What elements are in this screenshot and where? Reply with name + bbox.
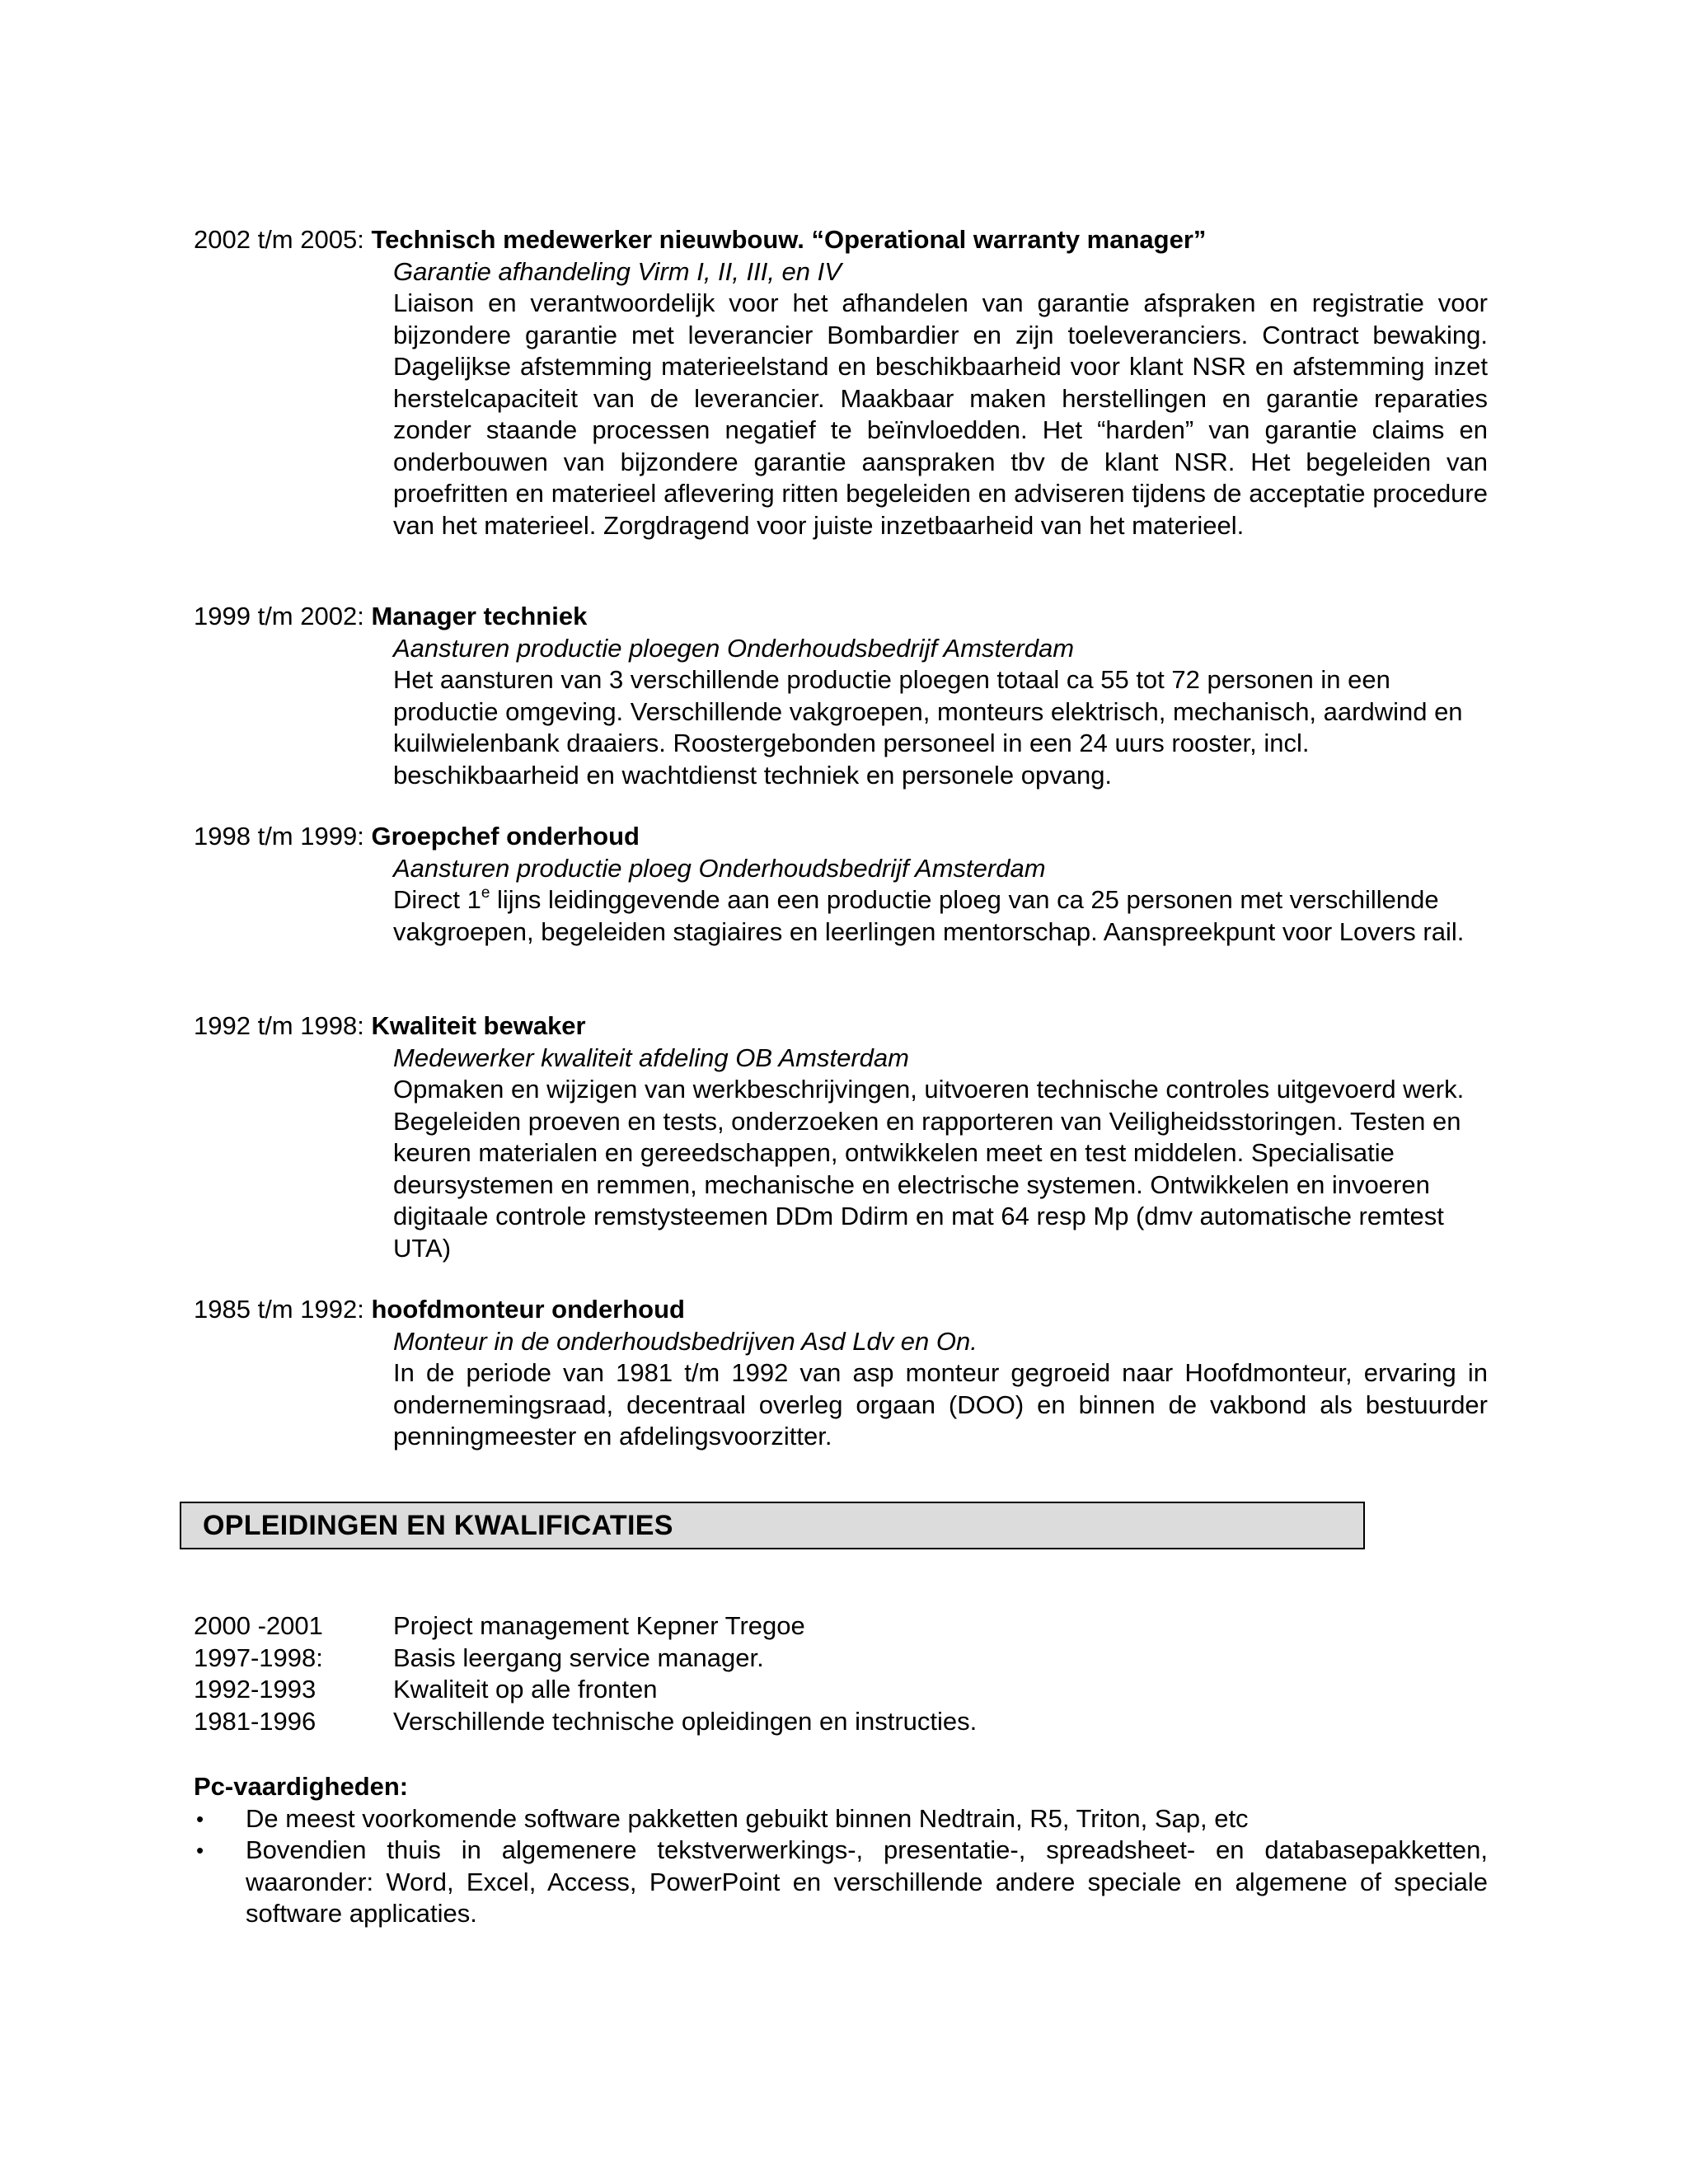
entry-heading <box>194 224 1488 256</box>
entry-period: 1992 t/m 1998: <box>194 1011 364 1040</box>
entry-description: Liaison en verantwoordelijk voor het afhandelen van garantie afspraken en registratie voor bijzondere garantie met leverancier Bombardier en zijn toeleveranciers. Contract bewaking. Dagelijkse afstemming materieelstand en beschikbaarheid voor klant NSR en afstemming inzet herstelcapaciteit van de leverancier. Maakbaar maken herstellingen en garantie reparaties zonder staande processen negatief te beïnvloedden. Het “harden” van garantie claims en onderbouwen van bijzondere garantie aanspraken tbv de klant NSR. Het begeleiden van proefritten en materieel aflevering ritten begeleiden en adviseren tijdens de acceptatie procedure van het materieel. Zorgdragend voor juiste inzetbaarheid van het materieel. <box>393 288 1488 540</box>
education-course: Project management Kepner Tregoe <box>393 1611 805 1640</box>
education-list <box>194 1610 1348 1737</box>
entry-heading <box>194 821 1488 853</box>
experience-entry-1999-2002 <box>194 601 1488 791</box>
entry-subtitle: Aansturen productie ploegen Onderhoudsbedrijf Amsterdam <box>393 633 1075 663</box>
education-course: Verschillende technische opleidingen en instructies. <box>393 1706 978 1736</box>
entry-description: Direct 1e lijns leidinggevende aan een productie ploeg van ca 25 personen met verschillende vakgroepen, begeleiden stagiaires en leerlingen mentorschap. Aanspreekpunt voor Lovers rail. <box>393 883 1465 946</box>
education-years: 1992-1993 <box>194 1675 316 1704</box>
education-years: 1997-1998: <box>194 1643 323 1672</box>
entry-role: Groepchef onderhoud <box>371 822 640 851</box>
entry-period: 1998 t/m 1999: <box>194 822 364 851</box>
entry-description: In de periode van 1981 t/m 1992 van asp monteur gegroeid naar Hoofdmonteur, ervaring in ondernemingsraad, decentraal overleg orgaan (DOO) en binnen de vakbond als bestuurder penningmeester en afdelingsvoorzitter. <box>393 1358 1488 1451</box>
pc-skills <box>194 1771 1488 1930</box>
education-course: Basis leergang service manager. <box>393 1643 764 1672</box>
entry-role: Kwaliteit bewaker <box>371 1011 586 1040</box>
entry-description: Opmaken en wijzigen van werkbeschrijvingen, uitvoeren technische controles uitgevoerd werk. Begeleiden proeven en tests, onderzoeken en rapporteren van Veiligheidsstoringen. Testen en keuren materialen en gereedschappen, ontwikkelen meet en test middelen. Specialisatie deursystemen en remmen, mechanische en electrische systemen. Ontwikkelen en invoeren digitaale controle remstysteemen DDm Ddirm en mat 64 resp Mp (dmv automatische remtest UTA) <box>393 1075 1465 1263</box>
bullet-text: De meest voorkomende software pakketten gebuikt binnen Nedtrain, R5, Triton, Sap, etc <box>246 1803 1249 1833</box>
bullet-icon: • <box>196 1806 204 1831</box>
list-item <box>194 1706 1348 1738</box>
entry-heading <box>194 601 1488 633</box>
entry-role: Manager techniek <box>371 602 588 630</box>
entry-description: Het aansturen van 3 verschillende productie ploegen totaal ca 55 tot 72 personen in een productie omgeving. Verschillende vakgroepen, monteurs elektrisch, mechanisch, aardwind en kuilwielenbank draaiers. Roostergebonden personeel in een 24 uurs rooster, incl. beschikbaarheid en wachtdienst techniek en personele opvang. <box>393 665 1463 790</box>
entry-role: Technisch medewerker nieuwbouw. “Operational warranty manager” <box>371 225 1207 254</box>
list-item <box>194 1643 1348 1675</box>
superscript-e: e <box>481 883 490 902</box>
list-item <box>194 1674 1348 1706</box>
bullet-icon: • <box>196 1838 204 1863</box>
list-item <box>194 1835 1488 1930</box>
entry-subtitle: Aansturen productie ploeg Onderhoudsbedrijf Amsterdam <box>393 853 1046 883</box>
entry-subtitle: Garantie afhandeling Virm I, II, III, en IV <box>393 256 842 286</box>
list-item <box>194 1610 1348 1643</box>
entry-heading <box>194 1294 1488 1326</box>
bullet-text: Bovendien thuis in algemenere tekstverwerkings-, presentatie-, spreadsheet- en databasepakketten, waaronder: Word, Excel, Access, PowerPoint en verschillende andere speciale en algemene of speciale software applicaties. <box>246 1835 1488 1928</box>
experience-entry-1998-1999 <box>194 821 1488 948</box>
section-header-education <box>180 1502 1365 1549</box>
entry-period: 1999 t/m 2002: <box>194 602 364 630</box>
entry-period: 1985 t/m 1992: <box>194 1295 364 1324</box>
list-item <box>194 1803 1488 1835</box>
pc-skills-title: Pc-vaardigheden: <box>194 1772 409 1801</box>
education-years: 2000 -2001 <box>194 1611 323 1640</box>
entry-subtitle: Monteur in de onderhoudsbedrijven Asd Ldv en On. <box>393 1326 978 1356</box>
experience-entry-1992-1998 <box>194 1010 1488 1264</box>
entry-role: hoofdmonteur onderhoud <box>371 1295 685 1324</box>
experience-entry-1985-1992 <box>194 1294 1488 1453</box>
entry-heading <box>194 1010 1488 1043</box>
section-title: OPLEIDINGEN EN KWALIFICATIES <box>203 1510 673 1541</box>
education-course: Kwaliteit op alle fronten <box>393 1675 658 1704</box>
entry-period: 2002 t/m 2005: <box>194 225 364 254</box>
experience-entry-2002-2005 <box>194 224 1488 541</box>
education-years: 1981-1996 <box>194 1706 316 1736</box>
entry-subtitle: Medewerker kwaliteit afdeling OB Amsterdam <box>393 1043 909 1072</box>
